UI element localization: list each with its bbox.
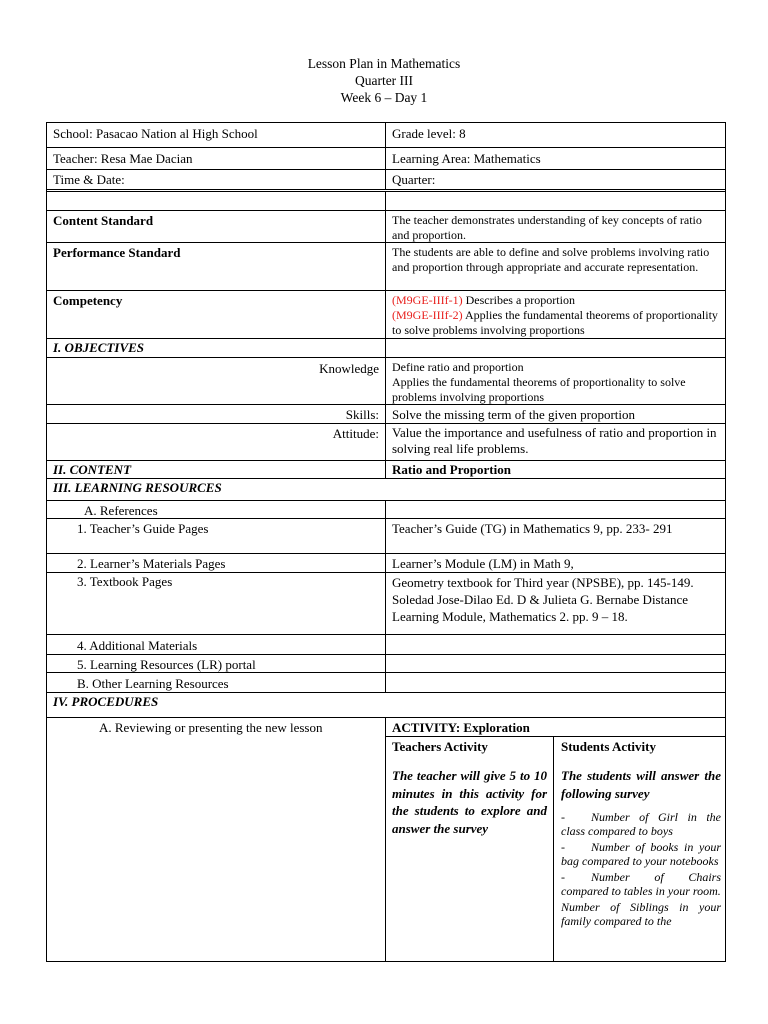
competency-desc-1: Describes a proportion [462, 293, 575, 307]
knowledge-item-2: Applies the fundamental theorems of proportionality to solve problems involving proportions [392, 375, 686, 404]
lesson-plan-table [46, 122, 726, 962]
activity-title: ACTIVITY: Exploration [386, 718, 725, 737]
table-row [47, 692, 725, 717]
table-row [47, 404, 725, 423]
table-row [47, 210, 725, 242]
table-row [47, 147, 725, 169]
school-cell: School: Pasacao Nation al High School [47, 123, 386, 147]
table-row [47, 518, 725, 553]
table-row [47, 634, 725, 654]
table-row [47, 189, 725, 210]
empty-cell [386, 673, 725, 692]
area-cell: Learning Area: Mathematics [392, 151, 541, 166]
teachers-activity-text: The teacher will give 5 to 10 minutes in this activity for the students to explore and answer the survey [392, 768, 547, 836]
skills-text: Solve the missing term of the given proportion [392, 407, 635, 422]
other-label: B. Other Learning Resources [47, 673, 386, 692]
time-cell: Time & Date: [47, 170, 386, 189]
table-row [47, 572, 725, 634]
attitude-label: Attitude: [47, 424, 386, 460]
table-row [47, 423, 725, 460]
table-row [47, 123, 725, 147]
table-row [47, 338, 725, 357]
procedure-a-content [386, 718, 725, 961]
students-activity-column [554, 737, 725, 961]
content-heading: II. CONTENT [47, 461, 386, 478]
competency-label: Competency [47, 291, 386, 338]
teacher-cell: Teacher: Resa Mae Dacian [47, 148, 386, 169]
empty-cell [386, 192, 725, 210]
list-item: - Number of Chairs compared to tables in your room. [561, 870, 721, 898]
title-line-2: Quarter III [354, 73, 414, 88]
procedure-a-label: A. Reviewing or presenting the new lesson [47, 718, 386, 961]
competency-code-1: (M9GE-IIIf-1) [392, 293, 463, 307]
skills-label: Skills: [47, 405, 386, 423]
references-label: A. References [47, 501, 386, 518]
table-row [47, 460, 725, 478]
objectives-heading: I. OBJECTIVES [47, 339, 386, 357]
tb-text: Geometry textbook for Third year (NPSBE), pp. 145-149. Soledad Jose-Dilao Ed. D & Julieta G. Bernabe Distance Learning Module, Mathematics 2. pp. 9 – 18. [392, 575, 694, 624]
content-standard-text: The teacher demonstrates understanding of key concepts of ratio and proportion. [392, 213, 702, 242]
competency-desc-2: Applies the fundamental theorems of proportionality to solve problems involving proportions [392, 308, 718, 337]
empty-cell [386, 655, 725, 672]
knowledge-label: Knowledge [47, 358, 386, 404]
attitude-text: Value the importance and usefulness of ratio and proportion in solving real life problems. [392, 425, 717, 456]
list-item: - Number of Girl in the class compared to boys [561, 810, 721, 838]
tg-text: Teacher’s Guide (TG) in Mathematics 9, pp. 233- 291 [392, 521, 673, 536]
table-row [47, 242, 725, 290]
content-text: Ratio and Proportion [392, 462, 511, 477]
resources-heading: III. LEARNING RESOURCES [53, 480, 222, 495]
knowledge-item-1: Define ratio and proportion [392, 360, 524, 374]
performance-standard-label: Performance Standard [47, 243, 386, 290]
tg-label: 1. Teacher’s Guide Pages [47, 519, 386, 553]
tb-label: 3. Textbook Pages [47, 573, 386, 634]
additional-label: 4. Additional Materials [47, 635, 386, 654]
table-row [47, 672, 725, 692]
students-activity-intro: The students will answer the following survey [561, 768, 721, 801]
title-line-3: Week 6 – Day 1 [340, 90, 428, 105]
empty-cell [47, 192, 386, 210]
table-row [47, 290, 725, 338]
knowledge-text [386, 358, 725, 404]
performance-standard-text: The students are able to define and solve problems involving ratio and proportion through appropriate and accurate representation. [392, 245, 710, 274]
table-row [47, 500, 725, 518]
content-standard-label: Content Standard [47, 211, 386, 242]
grade-cell: Grade level: 8 [392, 126, 466, 141]
lr-label: 5. Learning Resources (LR) portal [47, 655, 386, 672]
table-row [47, 478, 725, 500]
table-row [47, 169, 725, 189]
empty-cell [386, 501, 725, 518]
table-row [47, 357, 725, 404]
title-line-1: Lesson Plan in Mathematics [307, 56, 461, 71]
table-row [47, 654, 725, 672]
competency-code-2: (M9GE-IIIf-2) [392, 308, 463, 322]
teachers-activity-column [386, 737, 554, 961]
list-item: Number of Siblings in your family compared to the [561, 900, 721, 928]
table-row [47, 553, 725, 572]
students-activity-heading: Students Activity [561, 739, 656, 754]
procedures-heading: IV. PROCEDURES [53, 694, 159, 709]
teachers-activity-heading: Teachers Activity [392, 739, 488, 754]
table-row [47, 717, 725, 961]
competency-text [386, 291, 725, 338]
lm-text: Learner’s Module (LM) in Math 9, [392, 556, 574, 571]
list-item: - Number of books in your bag compared to your notebooks [561, 840, 721, 868]
lm-label: 2. Learner’s Materials Pages [47, 554, 386, 572]
survey-list [561, 810, 721, 928]
empty-cell [386, 635, 725, 654]
quarter-cell: Quarter: [392, 172, 436, 187]
empty-cell [386, 339, 725, 357]
